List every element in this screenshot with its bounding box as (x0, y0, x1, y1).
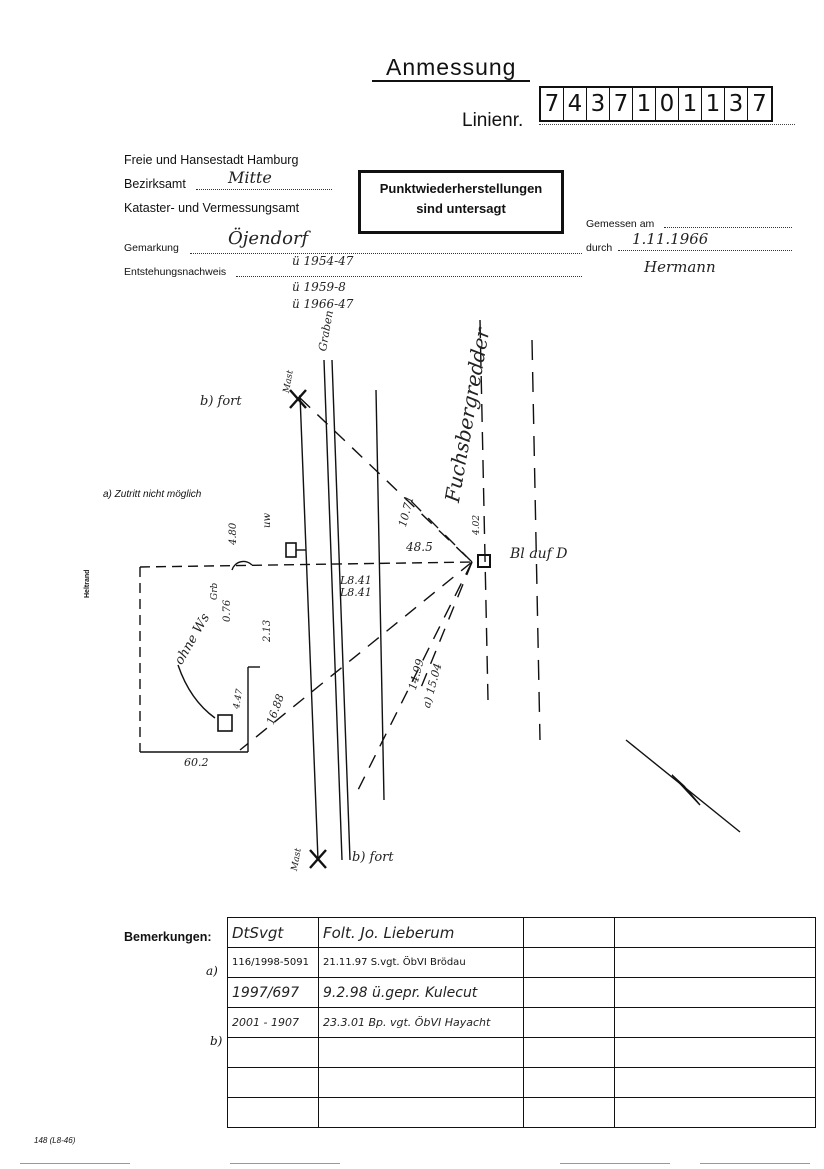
label-graben: Graben (316, 309, 336, 353)
sketch-ray-3 (420, 562, 472, 690)
label-b-fort-bottom: b) fort (352, 850, 394, 865)
north-arrow-head (672, 775, 700, 805)
measure-value: 14.99 (406, 657, 427, 692)
linienr-digit: 7 (541, 88, 564, 120)
linienr-digit: 1 (679, 88, 702, 120)
entstehung-value: ü 1954-47 (292, 254, 354, 268)
point-marker-rect (478, 555, 490, 567)
linienr-digit: 0 (656, 88, 679, 120)
remarks-table (227, 917, 816, 1128)
table-cell: 21.11.97 S.vgt. ÖbVI Brödau (319, 948, 524, 978)
table-cell (319, 1068, 524, 1098)
remarks-row-mark: b) (210, 1034, 223, 1048)
measure-value: L8.41 (340, 586, 372, 599)
office-line-city: Freie und Hansestadt Hamburg (124, 153, 299, 167)
table-cell (615, 978, 816, 1008)
measure-value: 0.76 (222, 599, 233, 622)
remarks-label: Bemerkungen: (124, 930, 212, 944)
bezirksamt-label: Bezirksamt (124, 177, 186, 191)
entstehung-label: Entstehungsnachweis (124, 266, 227, 278)
bezirksamt-value: Mitte (228, 168, 272, 187)
gemessen-label: Gemessen am (586, 218, 655, 230)
linienr-digit: 7 (610, 88, 633, 120)
label-b-fort-top: b) fort (200, 394, 242, 409)
table-cell (524, 1068, 615, 1098)
stamp-line-1: Punktwiederherstellungen (379, 181, 543, 196)
table-cell: 1997/697 (228, 978, 319, 1008)
table-cell (524, 918, 615, 948)
measure-value: 4.80 (228, 522, 239, 545)
measure-value: 48.5 (406, 540, 433, 554)
point-marker-small (286, 543, 296, 557)
label-street: Fuchsbergredder (440, 326, 495, 505)
sketch-line-street (376, 390, 384, 800)
table-cell (615, 1068, 816, 1098)
table-cell: 23.3.01 Bp. vgt. ÖbVI Hayacht (319, 1008, 524, 1038)
measure-value: 2.13 (262, 619, 273, 642)
table-row (228, 978, 816, 1008)
footer-rule (700, 1163, 810, 1164)
table-cell (524, 1038, 615, 1068)
document-title: Anmessung (386, 54, 517, 80)
label-ohne-ws: ohne Ws (172, 611, 214, 668)
gemarkung-label: Gemarkung (124, 242, 179, 254)
measure-value: uw (262, 513, 273, 528)
measure-value: 60.2 (184, 756, 209, 769)
measured-date: 1.11.1966 (632, 230, 709, 248)
sketch-arrow-curve (178, 665, 215, 718)
form-number: 148 (L8-46) (34, 1136, 76, 1145)
table-cell: Folt. Jo. Lieberum (319, 918, 524, 948)
sketch-dashline-2 (532, 340, 540, 740)
table-cell (524, 1008, 615, 1038)
table-cell: 2001 - 1907 (228, 1008, 319, 1038)
table-row (228, 1068, 816, 1098)
durch-label: durch (586, 242, 613, 254)
table-cell (615, 1008, 816, 1038)
footer-rule (560, 1163, 670, 1164)
table-cell: 9.2.98 ü.gepr. Kulecut (319, 978, 524, 1008)
table-cell (524, 948, 615, 978)
label-mast-top: Mast (282, 369, 296, 394)
table-cell (228, 1068, 319, 1098)
measure-value: Grb (210, 582, 220, 600)
measure-value: 4.02 (472, 514, 482, 535)
sketch-line-graben-2 (332, 360, 350, 860)
table-row (228, 918, 816, 948)
linienr-digit: 4 (564, 88, 587, 120)
table-row (228, 1098, 816, 1128)
linienr-digit: 7 (752, 91, 767, 117)
office-line-kataster: Kataster- und Vermessungsamt (124, 201, 300, 215)
table-cell (319, 1038, 524, 1068)
table-cell (319, 1098, 524, 1128)
stamp-line-2: sind untersagt (416, 201, 506, 216)
table-cell: DtSvgt (228, 918, 319, 948)
point-marker-building (218, 715, 232, 731)
entstehung-value: ü 1959-8 (292, 280, 346, 294)
measure-value: 10.71 (396, 494, 417, 529)
label-heltrand: Heltrand (84, 569, 91, 598)
table-cell (228, 1098, 319, 1128)
table-cell (524, 1098, 615, 1128)
table-row (228, 1038, 816, 1068)
linienr-digit: 1 (702, 88, 725, 120)
footer-rule (20, 1163, 130, 1164)
table-cell (615, 918, 816, 948)
table-cell (524, 978, 615, 1008)
linienr-digit: 1 (633, 88, 656, 120)
label-a-note: a) Zutritt nicht möglich (103, 489, 202, 500)
table-cell (615, 1098, 816, 1128)
footer-rule (230, 1163, 340, 1164)
surveyor-signature: Hermann (644, 258, 716, 276)
linienr-label: Linienr. (462, 110, 524, 131)
entstehung-value: ü 1966-47 (292, 297, 354, 311)
table-cell (615, 1038, 816, 1068)
table-cell (615, 948, 816, 978)
measure-value: 4.47 (232, 688, 246, 710)
label-mast-bottom: Mast (290, 847, 304, 872)
linienr-digit: 3 (587, 88, 610, 120)
table-row (228, 1008, 816, 1038)
measure-value: L8.41 (340, 574, 372, 587)
gemarkung-value: Öjendorf (228, 228, 309, 249)
label-bl-auf: Bl auf D (510, 546, 568, 562)
remarks-row-mark: a) (206, 964, 218, 978)
sketch-line-mast (300, 395, 318, 860)
table-row (228, 948, 816, 978)
measure-value: a) 15.04 (420, 661, 445, 710)
table-cell (228, 1038, 319, 1068)
linienr-digit: 3 (725, 88, 748, 120)
table-cell: 116/1998-5091 (228, 948, 319, 978)
measure-value: 16.88 (264, 692, 287, 727)
